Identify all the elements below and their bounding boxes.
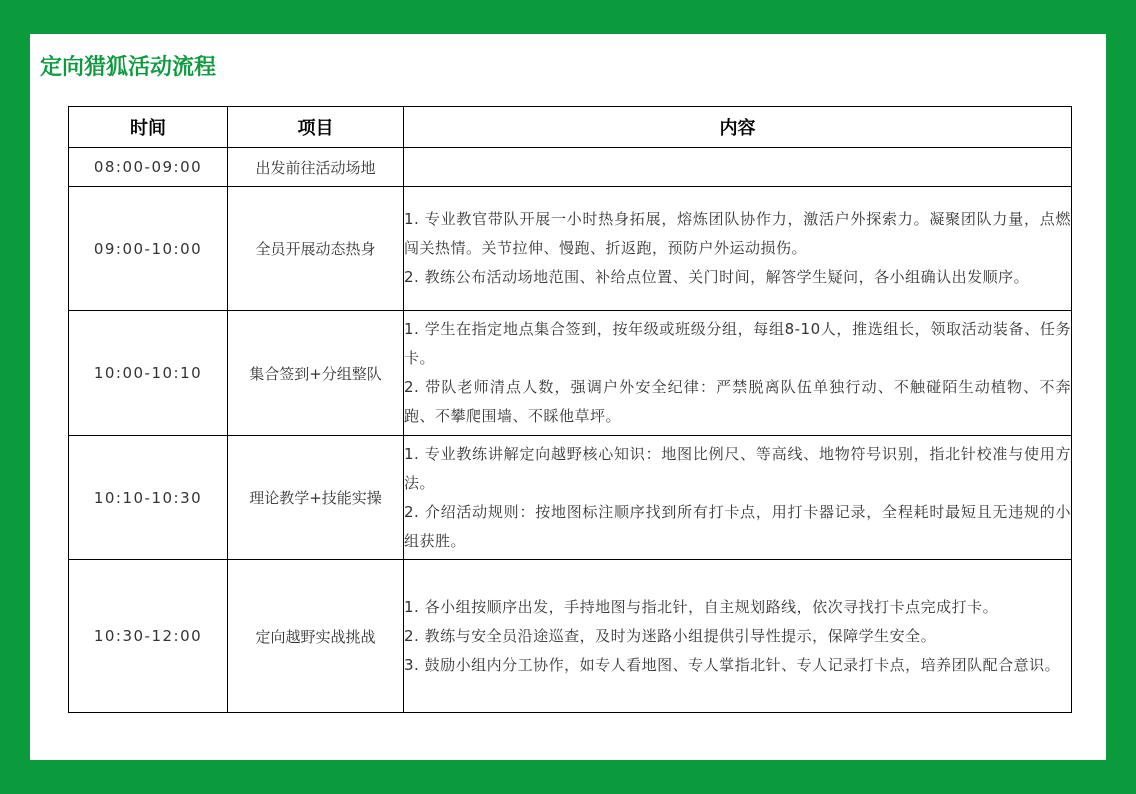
schedule-table [68,106,1072,713]
time-cell: 10:10-10:30 [69,436,228,560]
content-paragraph: 2. 教练与安全员沿途巡查，及时为迷路小组提供引导性提示，保障学生安全。 [404,626,937,645]
content-paragraph: 2. 带队老师清点人数，强调户外安全纪律：严禁脱离队伍单独行动、不触碰陌生动植物、不奔跑、不攀爬围墙、不睬他草坪。 [404,378,1071,425]
header-content: 内容 [404,107,1072,148]
time-cell: 09:00-10:00 [69,187,228,311]
table-header-row [69,107,1072,148]
table-row [69,436,1072,560]
page-title: 定向猎狐活动流程 [40,55,217,80]
time-cell: 08:00-09:00 [69,148,228,187]
table-row [69,148,1072,187]
content-paragraph: 1. 专业教官带队开展一小时热身拓展，熔炼团队协作力，激活户外探索力。凝聚团队力量，点燃闯关热情。关节拉伸、慢跑、折返跑，预防户外运动损伤。 [404,210,1071,257]
header-time: 时间 [69,107,228,148]
content-cell [404,311,1072,436]
time-cell: 10:30-12:00 [69,560,228,713]
item-cell: 理论教学+技能实操 [228,436,404,560]
content-cell [404,148,1072,187]
header-item: 项目 [228,107,404,148]
content-cell [404,560,1072,713]
item-cell: 集合签到+分组整队 [228,311,404,436]
table-row [69,187,1072,311]
document-page [30,34,1106,760]
item-cell: 定向越野实战挑战 [228,560,404,713]
content-paragraph: 2. 介绍活动规则：按地图标注顺序找到所有打卡点，用打卡器记录，全程耗时最短且无违规的小组获胜。 [404,502,1071,550]
time-cell: 10:00-10:10 [69,311,228,436]
content-cell [404,436,1072,560]
content-paragraph: 3. 鼓励小组内分工协作，如专人看地图、专人掌指北针、专人记录打卡点，培养团队配合意识。 [404,655,1061,674]
item-cell: 出发前往活动场地 [228,148,404,187]
content-paragraph: 1. 专业教练讲解定向越野核心知识：地图比例尺、等高线、地物符号识别，指北针校准与使用方法。 [404,444,1071,492]
item-cell: 全员开展动态热身 [228,187,404,311]
table-row [69,560,1072,713]
content-cell [404,187,1072,311]
content-paragraph: 2. 教练公布活动场地范围、补给点位置、关门时间，解答学生疑问，各小组确认出发顺序。 [404,268,1030,286]
content-paragraph: 1. 各小组按顺序出发，手持地图与指北针，自主规划路线，依次寻找打卡点完成打卡。 [404,597,999,616]
table-row [69,311,1072,436]
content-paragraph: 1. 学生在指定地点集合签到，按年级或班级分组，每组8-10人，推选组长，领取活动装备、任务卡。 [404,320,1071,367]
